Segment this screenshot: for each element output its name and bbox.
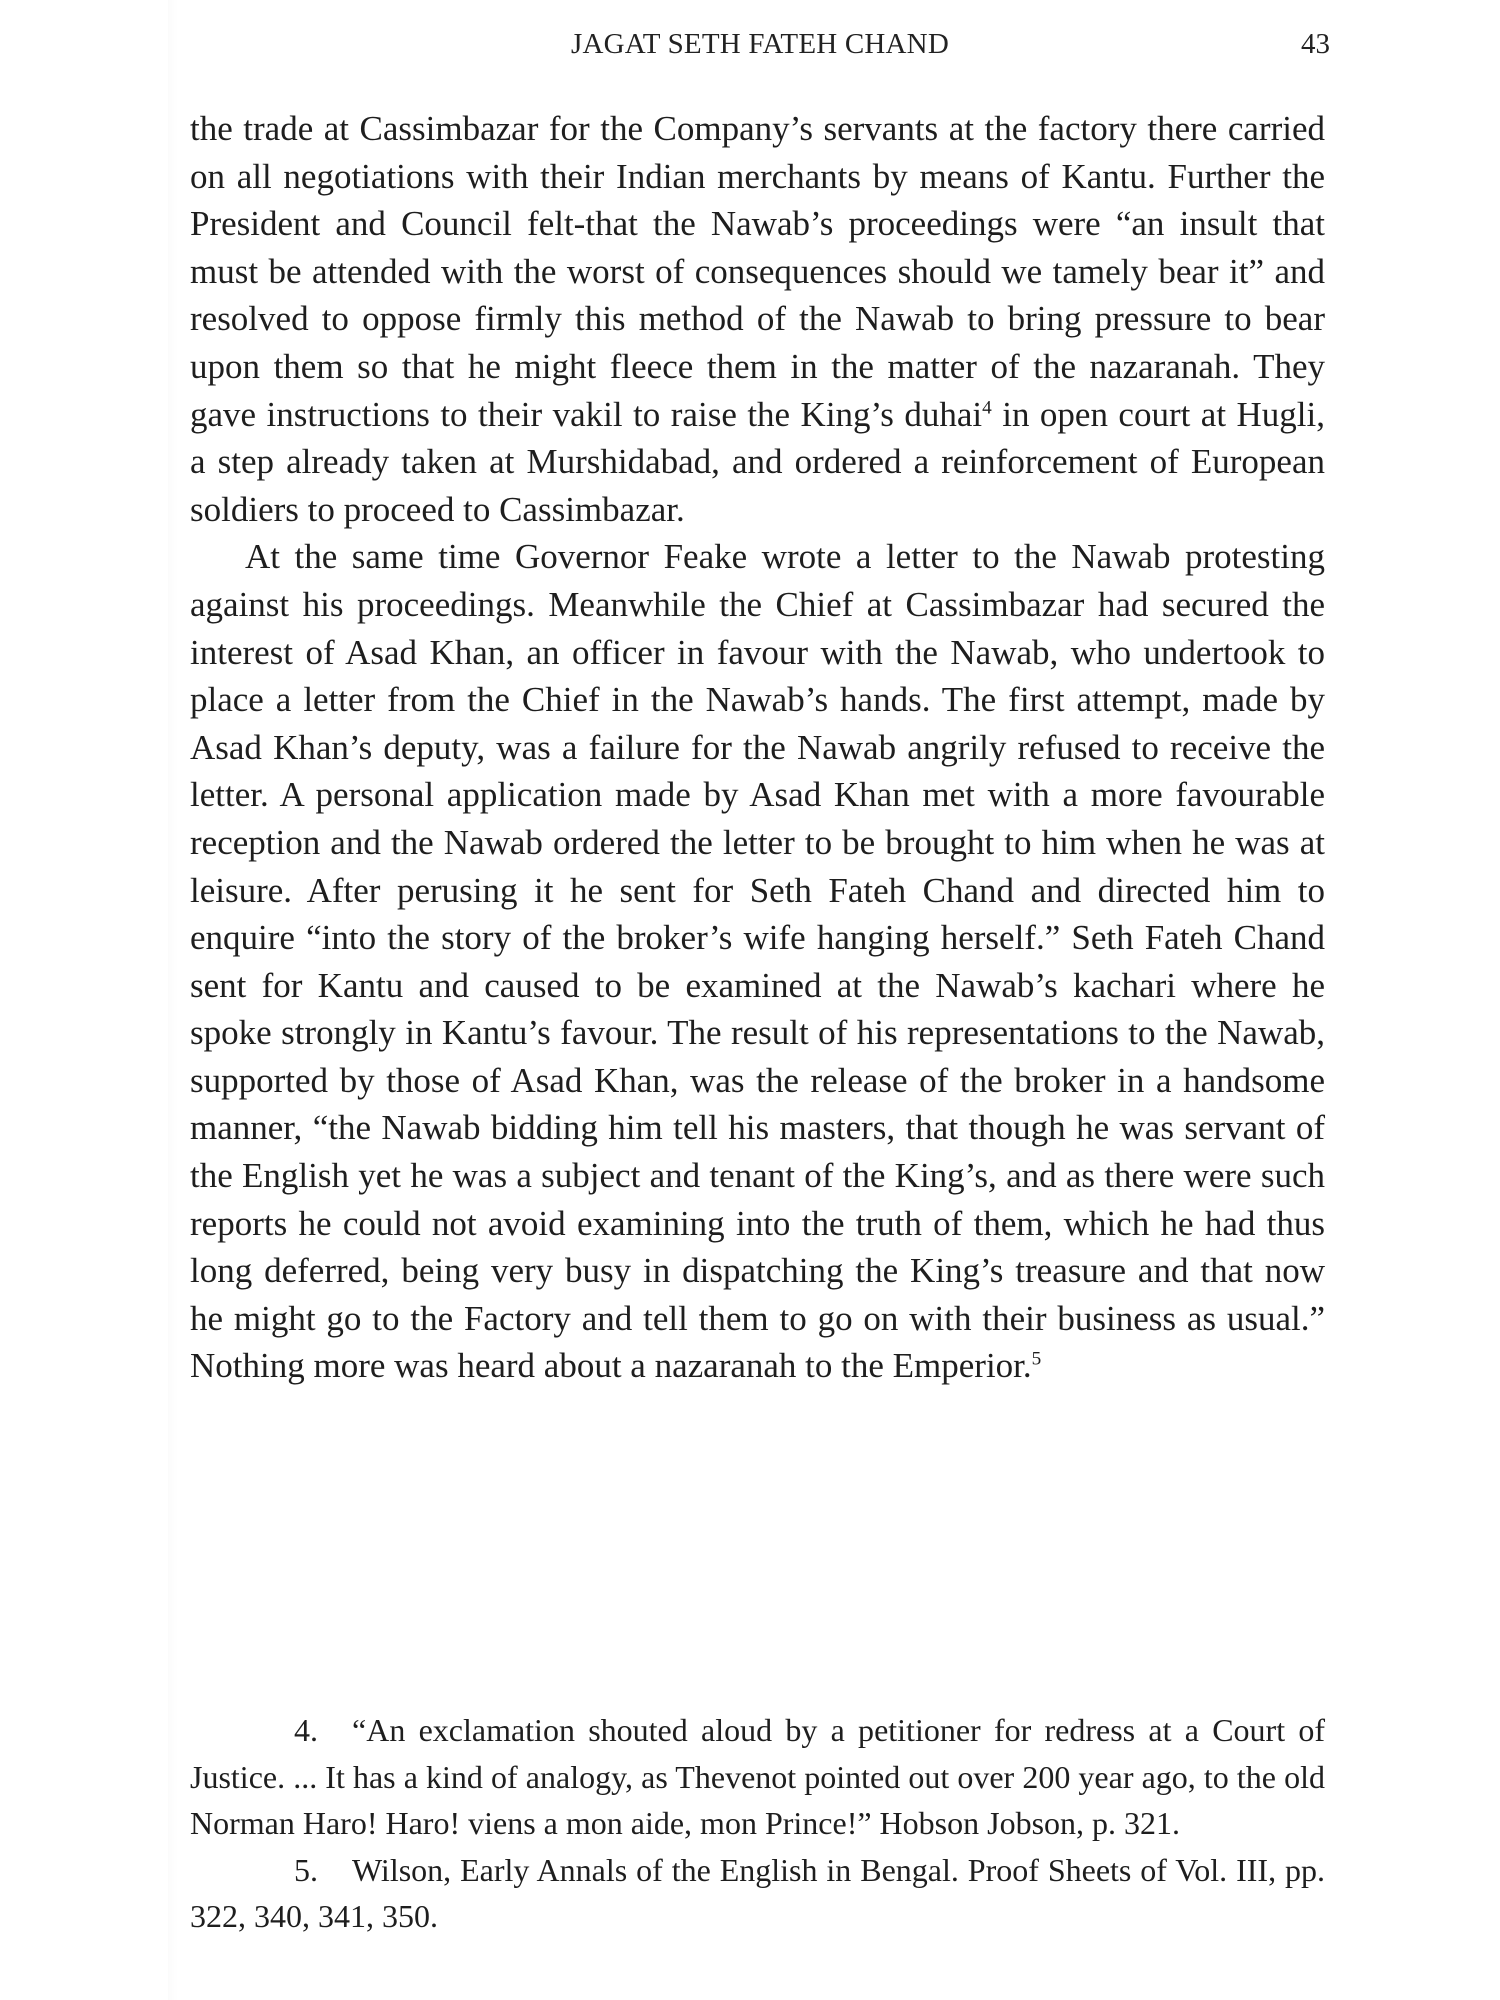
paragraph-2	[190, 533, 1325, 1390]
footnote-4	[190, 1707, 1325, 1847]
running-header	[190, 28, 1330, 70]
paragraph-1-part-b: in open court at Hugli, a step already taken at Murshidabad, and ordered a reinforcement of European soldiers to proceed to Cassimbazar.	[190, 394, 1325, 529]
footnote-5-text: Wilson, Early Annals of the English in Bengal. Proof Sheets of Vol. III, pp. 322, 340, 341, 350.	[190, 1851, 1325, 1934]
footnote-5	[190, 1847, 1325, 1940]
footnote-4-text: “An exclamation shouted aloud by a petitioner for redress at a Court of Justice. ... It has a kind of analogy, as Thevenot pointed out over 200 year ago, to the old Norman Haro! Haro! viens a mon aide, mon Prince!” Hobson Jobson, p. 321.	[190, 1712, 1325, 1841]
footnote-5-number: 5.	[294, 1851, 318, 1888]
scan-edge-shadow	[168, 0, 178, 2000]
footnote-ref-4: 4	[982, 396, 992, 418]
running-title: JAGAT SETH FATEH CHAND	[571, 28, 949, 60]
paragraph-2-text: At the same time Governor Feake wrote a letter to the Nawab protesting against his proceedings. Meanwhile the Chief at Cassimbazar had secured the interest of Asad Khan, an officer in favour with the Nawab, who undertook to place a letter from the Chief in the Nawab’s hands. The first attempt, made by Asad Khan’s deputy, was a failure for the Nawab angrily refused to receive the letter. A personal application made by Asad Khan met with a more favourable reception and the Nawab ordered the letter to be brought to him when he was at leisure. After perusing it he sent for Seth Fateh Chand and directed him to enquire “into the story of the broker’s wife hanging herself.” Seth Fateh Chand sent for Kantu and caused to be examined at the Nawab’s kachari where he spoke strongly in Kantu’s favour. The result of his representations to the Nawab, supported by those of Asad Khan, was the release of the broker in a handsome manner, “the Nawab bidding him tell his masters, that though he was servant of the English yet he was a subject and tenant of the King’s, and as there were such reports he could not avoid examining into the truth of them, which he had thus long deferred, being very busy in dispatching the King’s treasure and that now he might go to the Factory and tell them to go on with their business as usual.” Nothing more was heard about a nazaranah to the Emperior.	[190, 537, 1325, 1386]
page-number: 43	[1301, 28, 1330, 60]
footnotes	[190, 1707, 1325, 1940]
footnote-ref-5: 5	[1031, 1348, 1042, 1370]
paragraph-1-part-a: the trade at Cassimbazar for the Company’s servants at the factory there carried on all negotiations with their Indian merchants by means of Kantu. Further the President and Council felt-that the Nawab’s proceedings were “an insult that must be attended with the worst of consequences should we tamely bear it” and resolved to oppose firmly this method of the Nawab to bring pressure to bear upon them so that he might fleece them in the matter of the nazaranah. They gave instructions to their vakil to raise the King’s duhai	[190, 109, 1325, 434]
paragraph-1	[190, 105, 1325, 533]
footnote-4-number: 4.	[294, 1712, 318, 1748]
main-text	[190, 105, 1325, 1390]
